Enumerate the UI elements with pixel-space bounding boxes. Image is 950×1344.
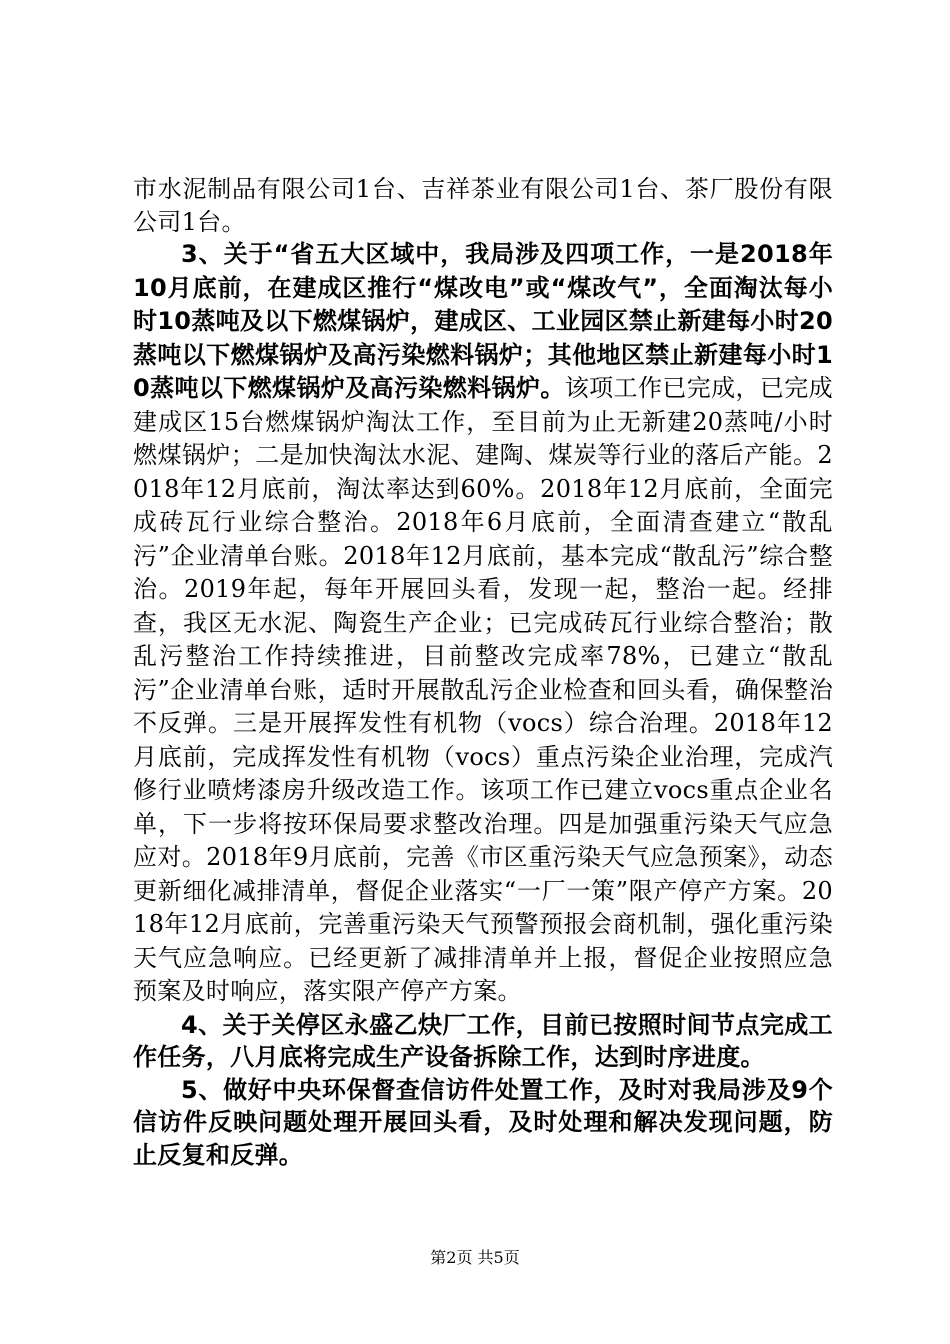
paragraph-item-3-heading: 3、关于“省五大区域中，我局涉及四项工作，一是2018年10月底前，在建成区推行“煤改电”或“煤改气”，全面淘汰每小时10蒸吨及以下燃煤锅炉，建成区、工业园区禁止新建每小时20蒸吨以下燃煤锅炉及高污染燃料锅炉；其他地区禁止新建每小时10蒸吨以下燃煤锅炉及高污染燃料锅炉。 xyxy=(133,240,833,402)
paragraph-continuation: 市水泥制品有限公司1台、吉祥茶业有限公司1台、茶厂股份有限公司1台。 xyxy=(133,175,833,236)
paragraph-item-5: 5、做好中央环保督查信访件处置工作，及时对我局涉及9个信访件反映问题处理开展回头看，及时处理和解决发现问题，防止反复和反弹。 xyxy=(133,1075,833,1169)
page-number-footer: 第2页 共5页 xyxy=(430,1248,520,1267)
paragraph-item-3-body: 该项工作已完成，已完成建成区15台燃煤锅炉淘汰工作，至目前为止无新建20蒸吨/小时燃煤锅炉；二是加快淘汰水泥、建陶、煤炭等行业的落后产能。2018年12月底前，淘汰率达到60%。2018年12月底前，全面完成砖瓦行业综合整治。2018年6月底前，全面清查建立“散乱污”企业清单台账。2018年12月底前，基本完成“散乱污”综合整治。2019年起，每年开展回头看，发现一起，整治一起。经排查，我区无水泥、陶瓷生产企业；已完成砖瓦行业综合整治；散乱污整治工作持续推进，目前整改完成率78%，已建立“散乱污”企业清单台账，适时开展散乱污企业检查和回头看，确保整治不反弹。三是开展挥发性有机物（vocs）综合治理。2018年12月底前，完成挥发性有机物（vocs）重点污染企业治理，完成汽修行业喷烤漆房升级改造工作。该项工作已建立vocs重点企业名单，下一步将按环保局要求整改治理。四是加强重污染天气应急应对。2018年9月底前，完善《市区重污染天气应急预案》，动态更新细化减排清单，督促企业落实“一厂一策”限产停产方案。2018年12月底前，完善重污染天气预警预报会商机制，强化重污染天气应急响应。已经更新了减排清单并上报，督促企业按照应急预案及时响应，落实限产停产方案。 xyxy=(133,374,833,1005)
document-body xyxy=(133,173,833,1171)
paragraph-item-4: 4、关于关停区永盛乙炔厂工作，目前已按照时间节点完成工作任务，八月底将完成生产设备拆除工作，达到时序进度。 xyxy=(133,1010,833,1071)
paragraph-item-3 xyxy=(133,238,833,1009)
